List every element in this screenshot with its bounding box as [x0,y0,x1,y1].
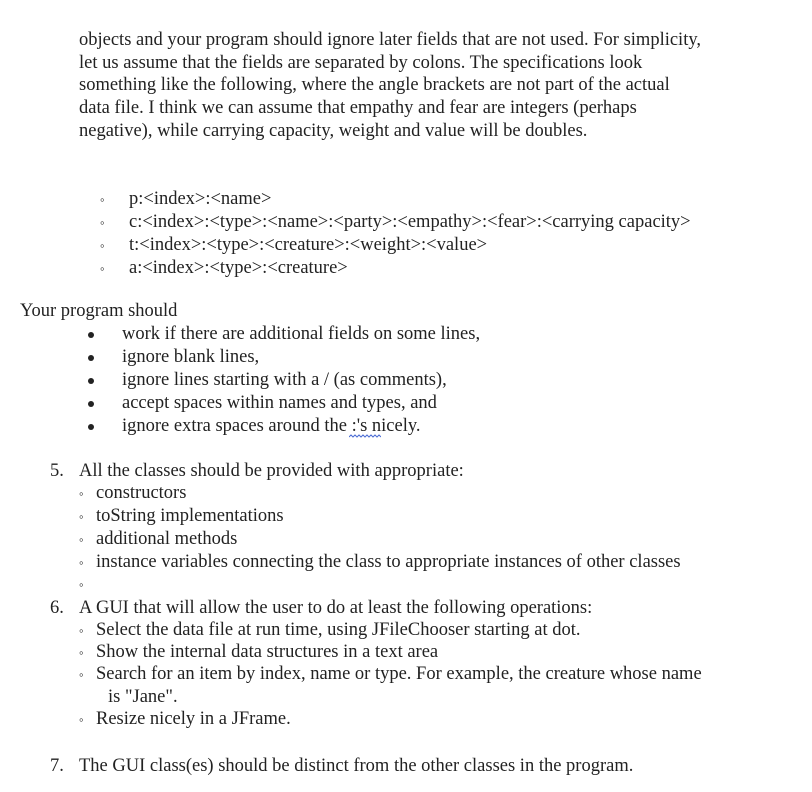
spec-item: t:<index>:<type>:<creature>:<weight>:<value> [129,235,488,255]
sub-item: constructors [96,483,187,503]
sub-item: Search for an item by index, name or type. For example, the creature whose name [96,664,702,684]
sub-item: Select the data file at run time, using JFileChooser starting at dot. [96,620,581,640]
spellcheck-underline [349,434,381,438]
sub-item: Show the internal data structures in a text area [96,642,439,662]
item-number: 5. [50,461,64,481]
intro-line: data file. I think we can assume that empathy and fear are integers (perhaps [79,98,637,118]
item-text: The GUI class(es) should be distinct from the other classes in the program. [79,756,634,776]
sub-item: Resize nicely in a JFrame. [96,709,291,729]
requirement-item: ignore lines starting with a / (as comments), [122,370,447,390]
hollow-bullet-icon: ◦ [79,712,84,727]
requirement-item: ignore extra spaces around the :'s nicely. [122,416,421,436]
sub-item: instance variables connecting the class to appropriate instances of other classes [96,552,681,572]
requirement-item: work if there are additional fields on some lines, [122,324,481,344]
hollow-bullet-icon: ◦ [79,577,84,592]
item-text: All the classes should be provided with appropriate: [79,461,464,481]
item-number: 7. [50,756,64,776]
spec-item: c:<index>:<type>:<name>:<party>:<empathy>:<fear>:<carrying capacity> [129,212,691,232]
hollow-bullet-icon: ◦ [100,215,105,230]
sub-item: toString implementations [96,506,284,526]
hollow-bullet-icon: ◦ [79,645,84,660]
hollow-bullet-icon: ◦ [79,532,84,547]
sub-item-continuation: is "Jane". [108,687,178,707]
bullet-dot-icon [88,355,94,361]
intro-line: let us assume that the fields are separated by colons. The specifications look [79,53,643,73]
requirement-item: accept spaces within names and types, and [122,393,437,413]
intro-line: something like the following, where the angle brackets are not part of the actual [79,75,670,95]
hollow-bullet-icon: ◦ [79,667,84,682]
hollow-bullet-icon: ◦ [79,486,84,501]
item-text: A GUI that will allow the user to do at least the following operations: [79,598,593,618]
item-number: 6. [50,598,64,618]
bullet-dot-icon [88,401,94,407]
sub-item: additional methods [96,529,238,549]
hollow-bullet-icon: ◦ [100,261,105,276]
bullet-dot-icon [88,332,94,338]
intro-line: objects and your program should ignore later fields that are not used. For simplicity, [79,30,702,50]
section-heading: Your program should [20,301,178,321]
bullet-dot-icon [88,378,94,384]
hollow-bullet-icon: ◦ [100,192,105,207]
hollow-bullet-icon: ◦ [79,509,84,524]
requirement-item: ignore blank lines, [122,347,260,367]
hollow-bullet-icon: ◦ [79,555,84,570]
spec-item: a:<index>:<type>:<creature> [129,258,348,278]
intro-line: negative), while carrying capacity, weight and value will be doubles. [79,121,588,141]
bullet-dot-icon [88,424,94,430]
hollow-bullet-icon: ◦ [100,238,105,253]
spec-item: p:<index>:<name> [129,189,272,209]
hollow-bullet-icon: ◦ [79,623,84,638]
